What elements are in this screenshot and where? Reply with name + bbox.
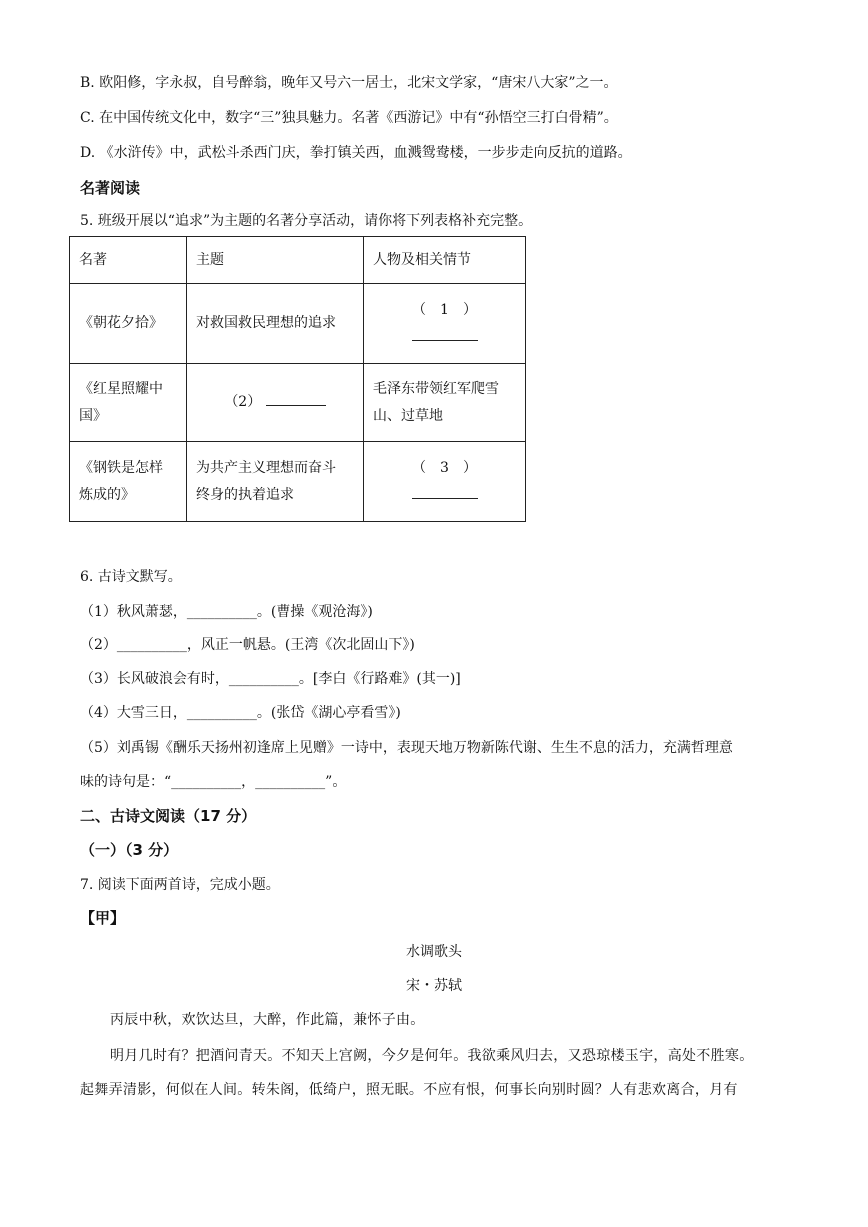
table-row [70, 442, 526, 522]
table-cell-book [70, 364, 187, 442]
question-6-prompt: 6. 古诗文默写。 [80, 569, 182, 585]
plot-line: 山、过草地 [373, 407, 443, 424]
answer-blank[interactable] [412, 326, 478, 341]
table-cell-theme [187, 364, 364, 442]
recitation-item: 味的诗句是：“__________，__________”。 [80, 774, 347, 790]
poem-text-line: 明月几时有？把酒问青天。不知天上宫阙，今夕是何年。我欲乘风归去，又恐琼楼玉宇，高处不胜寒。 [110, 1048, 754, 1064]
blank-3-label: （ 3 ） [412, 459, 477, 476]
recitation-item: （2）__________，风正一帆悬。(王湾《次北固山下》) [80, 637, 415, 653]
section-title-classical: 二、古诗文阅读（17 分） [80, 807, 257, 825]
table-row [70, 364, 526, 442]
reading-table [69, 236, 526, 522]
table-header-row [70, 237, 526, 284]
table-header: 名著 [70, 237, 187, 284]
book-line: 《钢铁是怎样 [79, 459, 163, 476]
book-line: 炼成的》 [79, 486, 135, 503]
poem-label: 【甲】 [80, 909, 126, 927]
recitation-item: （4）大雪三日，__________。(张岱《湖心亭看雪》) [80, 705, 401, 721]
option-c: C. 在中国传统文化中，数字“三”独具魅力。名著《西游记》中有“孙悟空三打白骨精”。 [80, 110, 618, 126]
table-header: 人物及相关情节 [364, 237, 526, 284]
book-line: 国》 [79, 407, 107, 424]
question-5-prompt: 5. 班级开展以“追求”为主题的名著分享活动，请你将下列表格补充完整。 [80, 213, 533, 229]
table-cell-theme [187, 442, 364, 522]
poem-title: 水调歌头 [406, 944, 462, 960]
blank-1-label: （ 1 ） [412, 301, 477, 318]
answer-blank[interactable] [412, 484, 478, 499]
plot-line: 毛泽东带领红军爬雪 [373, 380, 499, 397]
table-cell-plot [364, 284, 526, 364]
recitation-item: （1）秋风萧瑟，__________。(曹操《观沧海》) [80, 604, 373, 620]
table-header: 主题 [187, 237, 364, 284]
table-cell-plot [364, 442, 526, 522]
table-cell-book [70, 442, 187, 522]
recitation-item: （5）刘禹锡《酬乐天扬州初逢席上见赠》一诗中，表现天地万物新陈代谢、生生不息的活力，充满哲理意 [80, 740, 733, 756]
poem-author: 宋・苏轼 [406, 978, 462, 994]
blank-2-label: （2） [224, 394, 262, 410]
poem-text-line: 起舞弄清影，何似在人间。转朱阁，低绮户，照无眠。不应有恨，何事长向别时圆？人有悲欢离合，月有 [80, 1082, 738, 1098]
theme-line: 终身的执着追求 [196, 486, 294, 503]
answer-blank[interactable] [266, 391, 326, 406]
theme-line: 为共产主义理想而奋斗 [196, 459, 336, 476]
recitation-item: （3）长风破浪会有时，__________。[李白《行路难》(其一)] [80, 671, 461, 687]
table-row [70, 284, 526, 364]
book-line: 《红星照耀中 [79, 380, 163, 397]
question-7-prompt: 7. 阅读下面两首诗，完成小题。 [80, 877, 280, 893]
table-cell-book: 《朝花夕拾》 [70, 284, 187, 364]
table-cell-plot [364, 364, 526, 442]
option-d: D. 《水浒传》中，武松斗杀西门庆，拳打镇关西，血溅鸳鸯楼，一步步走向反抗的道路。 [80, 145, 632, 161]
subsection-title: （一）（3 分） [80, 841, 179, 859]
table-cell-theme: 对救国救民理想的追求 [187, 284, 364, 364]
option-b: B. 欧阳修，字永叔，自号醉翁，晚年又号六一居士，北宋文学家，“唐宋八大家”之一。 [80, 75, 618, 91]
section-title-classics: 名著阅读 [80, 179, 141, 197]
poem-preface: 丙辰中秋，欢饮达旦，大醉，作此篇，兼怀子由。 [110, 1012, 425, 1028]
